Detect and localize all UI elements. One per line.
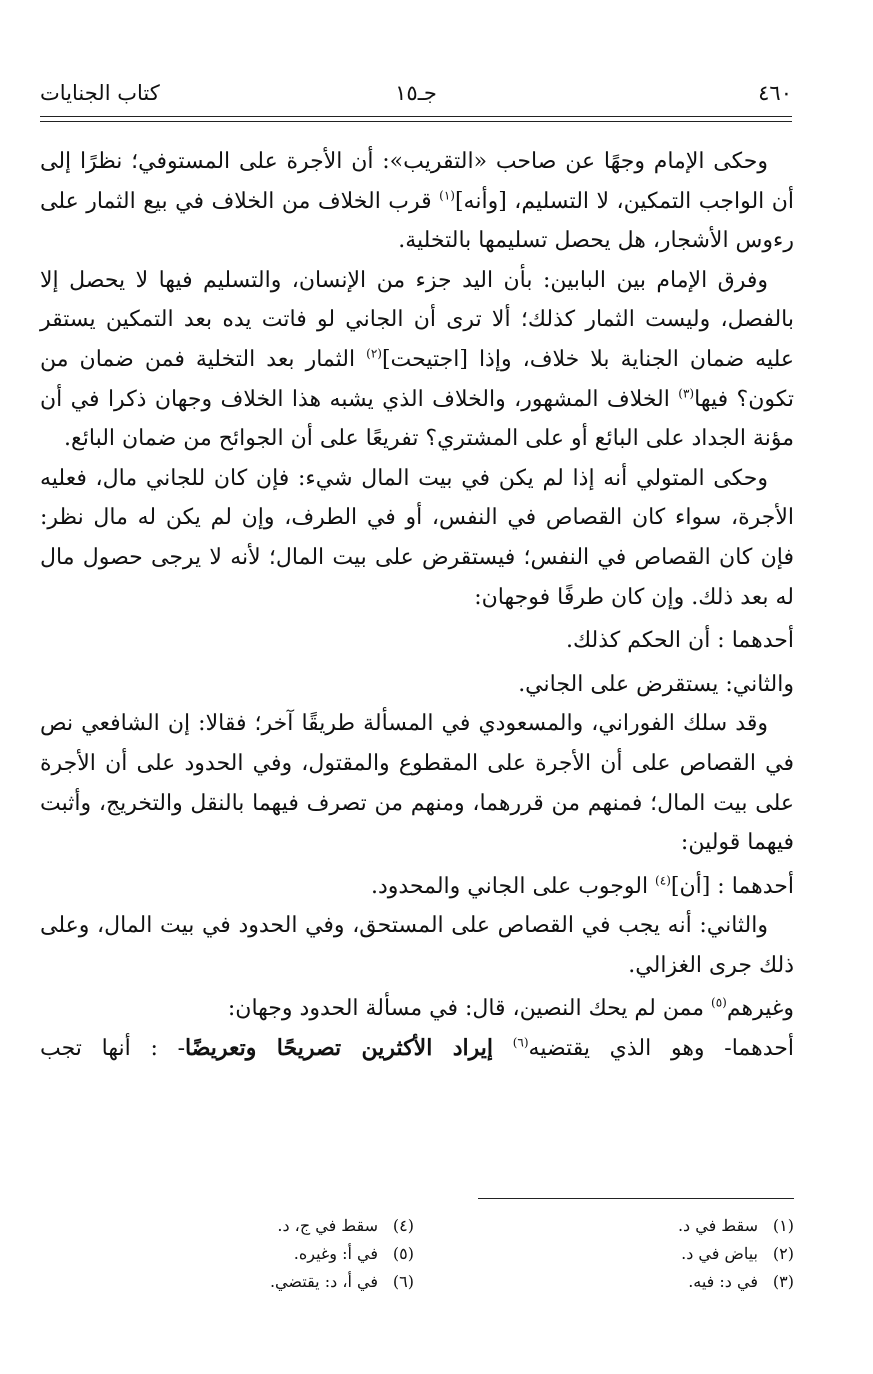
footnote-number: (٤) [392, 1216, 414, 1235]
text-run: الثمار بعد التخلية فمن ضمان من تكون؟ فيها [40, 346, 794, 412]
text-run: ممن لم يحك النصين، قال: في مسألة الحدود وجهان: [227, 996, 712, 1022]
footnote-marker: (٥) [711, 996, 727, 1011]
page-number: ٤٦٠ [758, 81, 792, 105]
footnote-marker: (٦) [512, 1035, 529, 1050]
footnote-number: (٢) [772, 1244, 794, 1263]
text-run: وفرق الإمام بين البابين: بأن اليد جزء من الإنسان، والتسليم فيها لا يحصل إلا بالفصل، وليست الثمار كذلك؛ ألا ترى أن الجاني لو فاتت يده بعد التمكين يستقر عليه ضمان الجناية بلا خلاف، وإذا [اجتيحت] [40, 267, 795, 372]
volume-label: جـ١٥ [395, 81, 437, 105]
header-rule-top [40, 116, 792, 117]
body-paragraph [40, 989, 794, 1029]
text-run: وحكى المتولي أنه إذا لم يكن في بيت المال شيء: فإن كان للجاني مال، فعليه الأجرة، سواء كان القصاص في النفس، أو في الطرف، وإن لم يكن له مال نظر: فإن كان القصاص في النفس؛ فيستقرض على بيت المال؛ لأنه لا يرجى حصول مال له بعد ذلك. وإن كان طرفًا فوجهان: [40, 465, 794, 610]
text-run: الوجوب على الجاني والمحدود. [370, 873, 656, 899]
footnote-item [114, 1212, 414, 1240]
body-paragraph [40, 867, 794, 907]
body-paragraph [40, 142, 794, 261]
footnote-marker: (٤) [655, 873, 671, 888]
footnote-text: سقط في ج، د. [277, 1216, 378, 1235]
footnote-item [114, 1268, 414, 1296]
text-run: الخلاف المشهور، والخلاف الذي يشبه هذا الخلاف وجهان ذكرا في أن مؤنة الجداد على البائع أو على المشتري؟ تفريعًا على أن الجوائح من ضمان البائع. [40, 386, 794, 452]
footnote-number: (٦) [392, 1272, 414, 1291]
footnote-item [494, 1240, 794, 1268]
body-paragraph [40, 1029, 794, 1069]
text-run: والثاني: يستقرض على الجاني. [518, 671, 794, 697]
body-paragraph [40, 261, 794, 459]
footnote-marker: (٣) [678, 386, 695, 401]
footnote-column-right [494, 1212, 794, 1296]
footnote-text: في أ، د: يقتضي. [269, 1272, 378, 1291]
body-paragraph [40, 621, 794, 661]
footnote-text: في د: فيه. [688, 1272, 758, 1291]
body-paragraph [40, 704, 794, 862]
footnote-text: بياض في د. [681, 1244, 758, 1263]
body-paragraph [40, 906, 794, 985]
footnote-item [114, 1240, 414, 1268]
footnote-item [494, 1268, 794, 1296]
footnote-number: (١) [772, 1216, 794, 1235]
running-header [40, 78, 792, 112]
footnote-marker: (١) [439, 188, 455, 203]
text-run: قرب الخلاف من الخلاف في بيع الثمار على رءوس الأشجار، هل يحصل تسليمها بالتخلية. [40, 188, 794, 254]
text-run: وقد سلك الفوراني، والمسعودي في المسألة طريقًا آخر؛ فقالا: إن الشافعي نص في القصاص على أن الأجرة على المقطوع والمقتول، وفي الحدود على أن الأجرة على بيت المال؛ فمنهم من قررهما، ومنهم من تصرف فيهما بالنقل والتخريج، وأثبت فيهما قولين: [40, 711, 794, 856]
main-text [40, 142, 794, 1069]
book-title: كتاب الجنايات [40, 81, 160, 105]
footnote-column-left [114, 1212, 414, 1296]
footnote-marker: (٢) [366, 346, 382, 361]
footnote-number: (٣) [772, 1272, 794, 1291]
footnote-item [494, 1212, 794, 1240]
text-run: وغيرهم [726, 996, 794, 1022]
footnote-number: (٥) [392, 1244, 414, 1263]
header-rule-bottom [40, 121, 792, 122]
text-run: وحكى الإمام وجهًا عن صاحب «التقريب»: أن الأجرة على المستوفي؛ نظرًا إلى أن الواجب التمكين، لا التسليم، [وأنه] [40, 149, 795, 214]
footnote-text: في أ: وغيره. [293, 1244, 378, 1263]
text-run: والثاني: أنه يجب في القصاص على المستحق، وفي الحدود في بيت المال، وعلى ذلك جرى الغزالي. [40, 913, 794, 978]
text-run: - : أنها تجب [40, 1036, 186, 1062]
text-run: أحدهما : [أن] [670, 873, 794, 899]
text-run: أحدهما : أن الحكم كذلك. [565, 628, 794, 654]
body-paragraph [40, 459, 794, 617]
footnote-separator [478, 1198, 794, 1199]
text-run: أحدهما- وهو الذي يقتضيه [528, 1036, 794, 1062]
bold-phrase: إيراد الأكثرين تصريحًا وتعريضًا [185, 1035, 493, 1062]
body-paragraph [40, 665, 794, 705]
text-run [493, 1036, 513, 1061]
footnote-text: سقط في د. [677, 1216, 758, 1235]
